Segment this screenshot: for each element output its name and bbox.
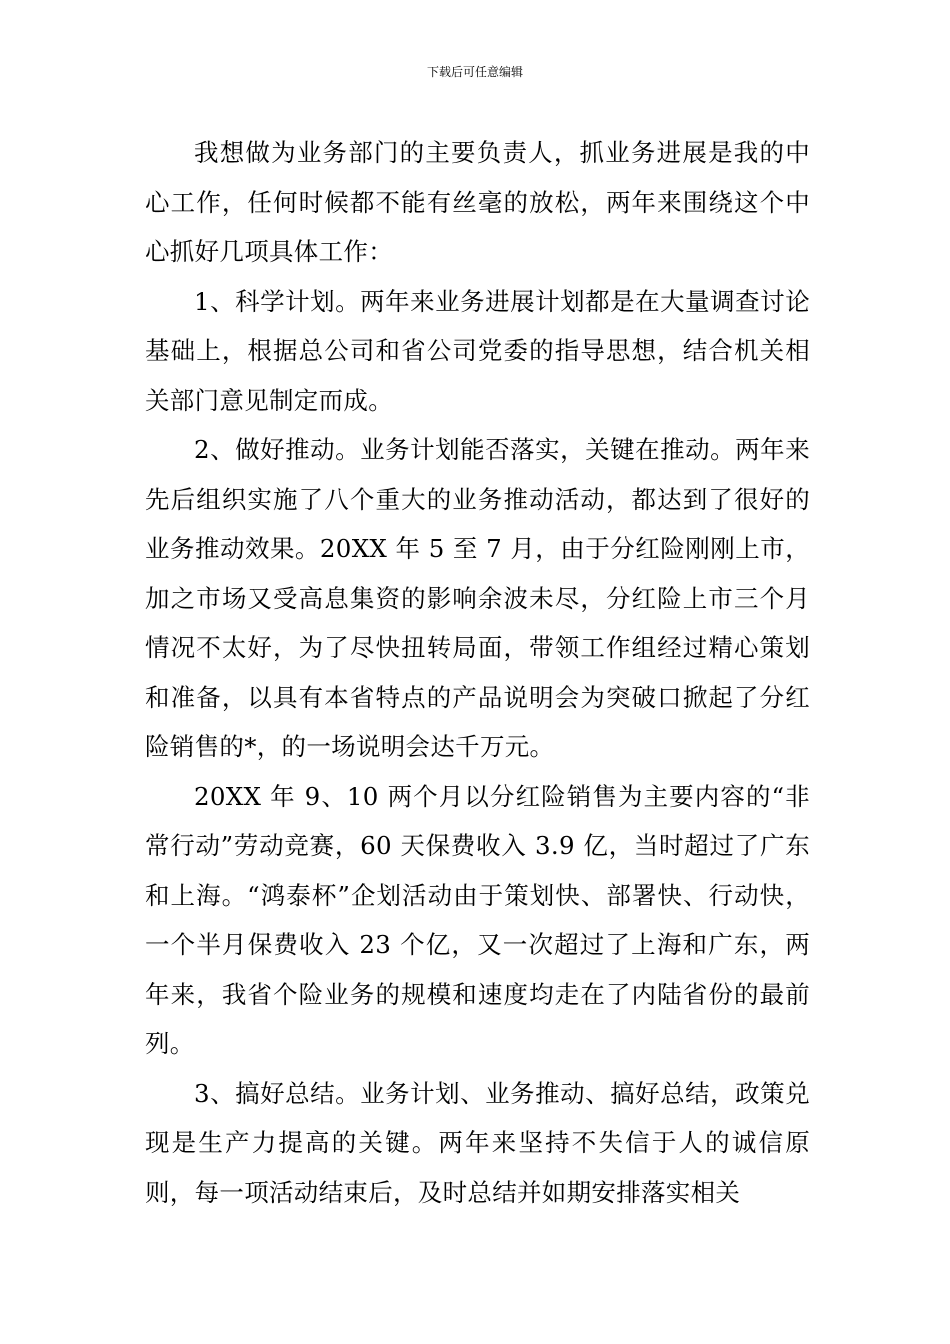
paragraph-item-1: 1、科学计划。两年来业务进展计划都是在大量调查讨论基础上，根据总公司和省公司党委的指导思想，结合机关相关部门意见制定而成。 (145, 286, 810, 415)
paragraph-intro: 我想做为业务部门的主要负责人，抓业务进展是我的中心工作，任何时候都不能有丝毫的放松，两年来围绕这个中心抓好几项具体工作： (145, 138, 810, 266)
paragraph-item-2: 2、做好推动。业务计划能否落实，关键在推动。两年来先后组织实施了八个重大的业务推动活动，都达到了很好的业务推动效果。20XX 年 5 至 7 月，由于分红险刚刚上市，加之市场又受高息集资的影响余波未尽，分红险上市三个月情况不太好，为了尽快扭转局面，带领工作组经过精心策划和准备，以具有本省特点的产品说明会为突破口掀起了分红险销售的*，的一场说明会达千万元。 (145, 435, 810, 761)
page-header: 下载后可任意编辑 (426, 65, 523, 79)
document-body (145, 128, 810, 1217)
paragraph-item-2-continued: 20XX 年 9、10 两个月以分红险销售为主要内容的“非常行动”劳动竞赛，60 天保费收入 3.9 亿，当时超过了广东和上海。“鸿泰杯”企划活动由于策划快、部署快、行动快，一个半月保费收入 23 个亿，又一次超过了上海和广东，两年来，我省个险业务的规模和速度均走在了内陆省份的最前列。 (145, 781, 810, 1058)
paragraph-item-3: 3、搞好总结。业务计划、业务推动、搞好总结，政策兑现是生产力提高的关键。两年来坚持不失信于人的诚信原则，每一项活动结束后，及时总结并如期安排落实相关 (145, 1078, 810, 1207)
